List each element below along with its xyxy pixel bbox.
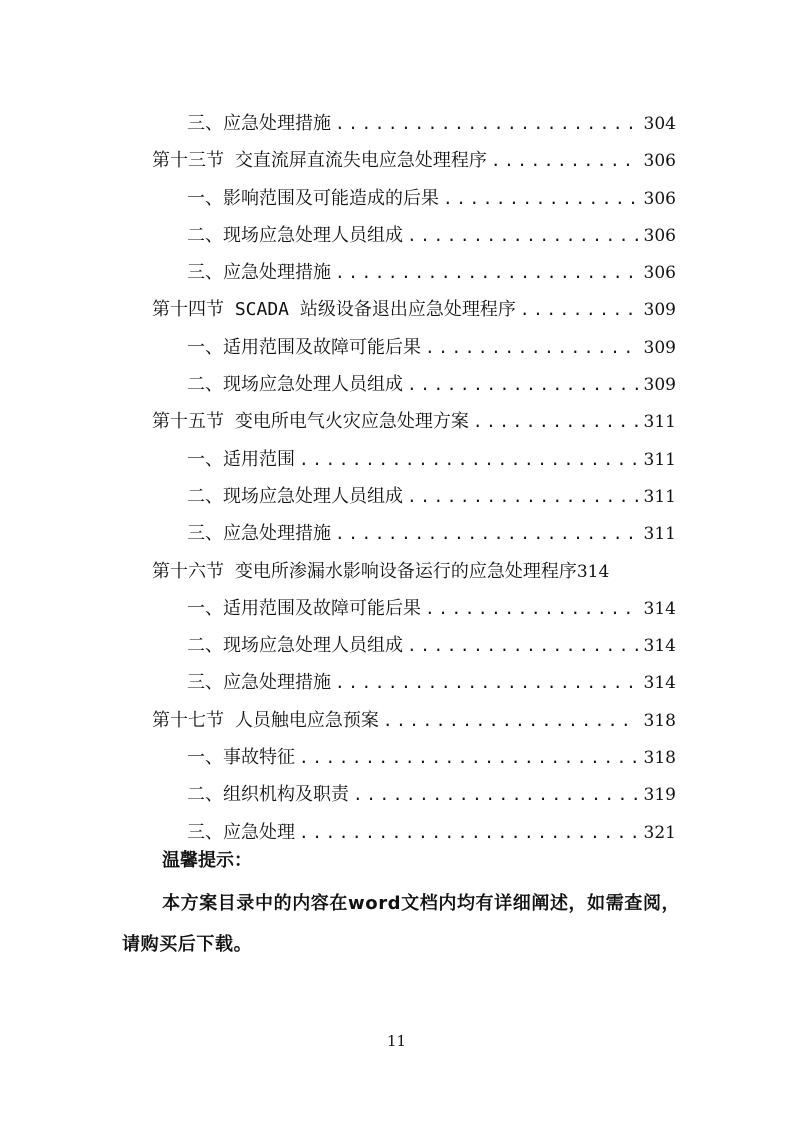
toc-entry-label: 三、应急处理措施 bbox=[187, 672, 331, 694]
toc-entry[interactable] bbox=[152, 664, 676, 701]
toc-entry-label: 二、组织机构及职责 bbox=[187, 784, 349, 806]
toc-entry-label: 三、应急处理措施 bbox=[187, 262, 331, 284]
toc-entry-label: 一、适用范围及故障可能后果 bbox=[187, 336, 421, 358]
toc-leader-dots bbox=[425, 329, 638, 366]
toc-entry[interactable] bbox=[152, 776, 676, 813]
toc-entry-label: 第十四节 SCADA 站级设备退出应急处理程序 bbox=[152, 299, 516, 321]
toc-leader-dots bbox=[335, 254, 638, 291]
toc-section-entry[interactable] bbox=[152, 702, 676, 739]
toc-entry[interactable] bbox=[152, 254, 676, 291]
toc-leader-dots bbox=[335, 105, 638, 142]
toc-entry-page: 318 bbox=[643, 710, 676, 731]
toc-entry-page: 321 bbox=[643, 822, 676, 843]
toc-section-entry[interactable] bbox=[152, 403, 676, 440]
toc-entry-page: 304 bbox=[643, 114, 676, 134]
toc-leader-dots bbox=[383, 702, 638, 739]
toc-entry-page: 306 bbox=[643, 188, 676, 209]
toc-entry-page: 306 bbox=[643, 225, 676, 246]
toc-entry-label: 二、现场应急处理人员组成 bbox=[187, 635, 403, 657]
toc-leader-dots bbox=[407, 366, 638, 403]
toc-section-entry[interactable] bbox=[152, 142, 676, 179]
page-number: 11 bbox=[386, 1032, 407, 1050]
toc-entry[interactable] bbox=[152, 366, 676, 403]
toc-leader-dots bbox=[299, 441, 638, 478]
toc-leader-dots bbox=[407, 627, 638, 664]
tip-heading: 温馨提示： bbox=[162, 850, 252, 871]
toc-entry[interactable] bbox=[152, 329, 676, 366]
toc-entry-label: 一、影响范围及可能造成的后果 bbox=[187, 187, 439, 209]
toc-entry-label: 三、应急处理 bbox=[187, 821, 295, 843]
toc-entry-label: 第十五节 变电所电气火灾应急处理方案 bbox=[152, 411, 469, 433]
toc-entry-label: 二、现场应急处理人员组成 bbox=[187, 485, 403, 507]
toc-entry[interactable] bbox=[152, 627, 676, 664]
toc-entry[interactable] bbox=[152, 180, 676, 217]
toc-entry-page: 306 bbox=[643, 151, 676, 172]
toc-leader-dots bbox=[491, 142, 638, 179]
toc-entry[interactable] bbox=[152, 590, 676, 627]
toc-entry-label: 三、应急处理措施 bbox=[187, 113, 331, 134]
toc-leader-dots bbox=[425, 590, 638, 627]
toc-entry-label: 三、应急处理措施 bbox=[187, 523, 331, 545]
toc-leader-dots bbox=[520, 291, 638, 328]
toc-entry-label: 二、现场应急处理人员组成 bbox=[187, 374, 403, 396]
toc-entry-label: 二、现场应急处理人员组成 bbox=[187, 224, 403, 246]
toc-entry-page: 309 bbox=[643, 300, 676, 321]
toc-leader-dots bbox=[407, 478, 638, 515]
toc-entry-label: 第十三节 交直流屏直流失电应急处理程序 bbox=[152, 150, 487, 172]
toc-entry-page: 311 bbox=[643, 524, 676, 545]
toc-entry-label: 一、适用范围 bbox=[187, 448, 295, 470]
toc-entry[interactable] bbox=[152, 478, 676, 515]
toc-entry-page: 309 bbox=[643, 375, 676, 396]
toc-entry-page: 319 bbox=[643, 785, 676, 806]
tip-body: 本方案目录中的内容在word文档内均有详细阐述，如需查阅，请购买后下载。 bbox=[122, 893, 681, 955]
toc-entry-label: 一、事故特征 bbox=[187, 747, 295, 769]
toc-leader-dots bbox=[335, 664, 638, 701]
toc-entry-label: 一、适用范围及故障可能后果 bbox=[187, 597, 421, 619]
toc-leader-dots bbox=[299, 739, 638, 776]
toc-leader-dots bbox=[299, 814, 638, 851]
toc-leader-dots bbox=[443, 180, 638, 217]
toc-entry-page: 311 bbox=[643, 486, 676, 507]
toc-entry-page: 314 bbox=[576, 561, 610, 582]
toc-entry[interactable] bbox=[152, 739, 676, 776]
toc-leader-dots bbox=[473, 403, 638, 440]
toc-entry[interactable] bbox=[152, 515, 676, 552]
toc-section-entry[interactable] bbox=[152, 291, 676, 328]
toc-entry[interactable] bbox=[152, 217, 676, 254]
toc-entry-page: 309 bbox=[643, 337, 676, 358]
toc-entry-page: 306 bbox=[643, 263, 676, 284]
toc-entry[interactable] bbox=[152, 441, 676, 478]
toc-entry-label: 第十七节 人员触电应急预案 bbox=[152, 709, 379, 731]
toc-entry-page: 311 bbox=[643, 412, 676, 433]
toc-entry-page: 314 bbox=[643, 673, 676, 694]
toc-leader-dots bbox=[335, 515, 638, 552]
toc-entry-label: 第十六节 变电所渗漏水影响设备运行的应急处理程序 bbox=[152, 560, 577, 582]
toc-entry-page: 318 bbox=[643, 748, 676, 769]
toc-section-entry[interactable] bbox=[152, 553, 676, 590]
table-of-contents bbox=[152, 105, 676, 851]
toc-entry[interactable] bbox=[152, 105, 676, 142]
toc-entry-page: 311 bbox=[643, 449, 676, 470]
toc-entry-page: 314 bbox=[643, 598, 676, 619]
toc-leader-dots bbox=[353, 776, 638, 813]
toc-entry-page: 314 bbox=[643, 636, 676, 657]
toc-leader-dots bbox=[407, 217, 638, 254]
